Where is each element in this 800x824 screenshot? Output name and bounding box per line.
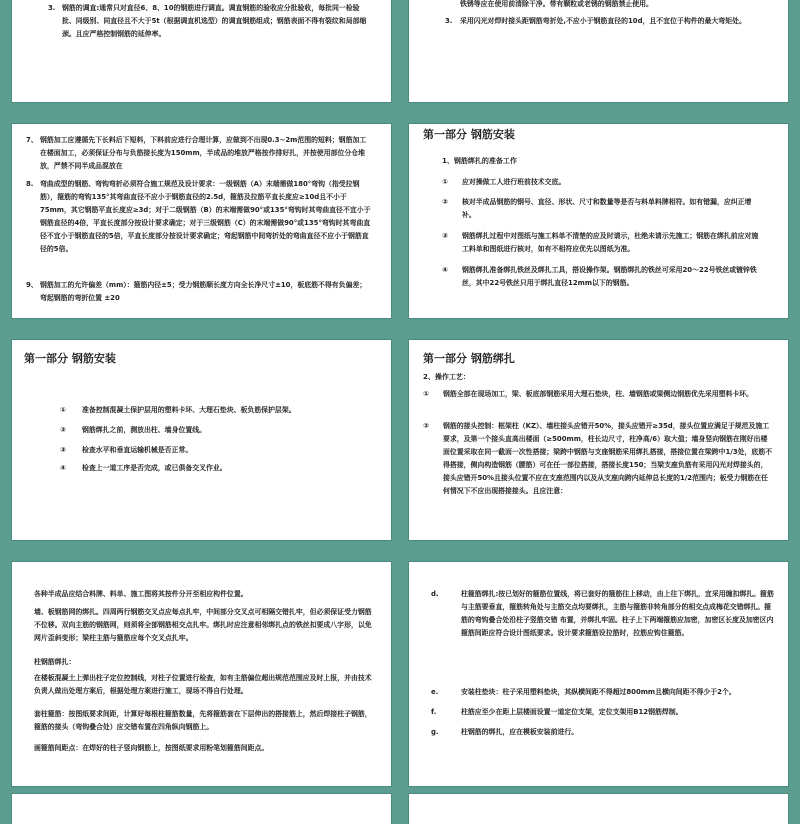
item-marker: ② (423, 422, 429, 430)
item-marker: ① (60, 406, 66, 414)
item-marker: ② (60, 426, 66, 434)
item-text: 应对操做工人进行班前技术交底。 (462, 178, 566, 186)
item-text: 钢筋全部在现场加工，梁、板底部钢筋采用大理石垫块，柱、墙钢筋或梁侧边钢筋优先采用塑料卡环。 (443, 390, 754, 398)
section-subtitle: 1、钢筋绑扎的准备工作 (442, 157, 517, 165)
list-item (431, 726, 776, 739)
paragraph (34, 588, 374, 601)
section-title: 第一部分 钢筋绑扎 (423, 352, 515, 365)
item-number: 3. (48, 4, 56, 12)
item-7-row (26, 134, 371, 173)
item-marker: ③ (60, 446, 66, 454)
list-item (442, 196, 762, 222)
slide-card-3 (12, 124, 391, 318)
slide-card-9 (12, 794, 391, 824)
item-marker: d. (431, 590, 439, 598)
item-text: 钢筋绑扎准备绑扎铁丝及绑扎工具，搭设操作架。钢筋绑扎的铁丝可采用20～22号铁丝或镀锌铁丝，其中22号铁丝只用于绑扎直径12mm以下的钢筋。 (462, 266, 757, 287)
item-text: 准备控制混凝土保护层用的塑料卡环、大理石垫块、板负筋保护层架。 (82, 406, 296, 414)
item-text: 安装柱垫块：柱子采用塑料垫块，其纵横间距不得超过800mm且横向间距不得少于2个。 (461, 688, 736, 696)
item-marker: ④ (60, 464, 66, 472)
item-number: 3. (445, 17, 453, 25)
slide-card-2 (409, 0, 788, 102)
list-item (442, 176, 762, 189)
list-item (431, 686, 776, 699)
item-text: 钢筋绑扎之前，测放出柱、墙身位置线。 (82, 426, 207, 434)
item-marker: ① (423, 390, 429, 398)
item-8-row (26, 178, 371, 256)
item-text: 弯曲成型的钢筋、弯钩弯折必须符合施工规范及设计要求：一级钢筋（A）末端需做180°弯钩（指受拉钢筋），箍筋的弯钩135°其弯曲直径不应小于钢筋直径的2.5d，箍筋及拉筋平直长度应≥10d且不小于75mm，其它钢筋平直长度应≥3d；对于二级钢筋（B）的末端需做90°或135°弯钩时其弯曲直径不宜小于钢筋直径的4倍，平直长度部分按设计要求确定；对于三级钢筋（C）的末端需做90°或135°弯钩时其弯曲直径不宜小于钢筋直径的5倍，平直长度部分按设计要求确定；弯起钢筋中间弯折处的弯曲直径不应小于钢筋直径的5倍。 (40, 180, 371, 253)
list-item (442, 230, 762, 256)
item-text: 采用闪光对焊时接头距钢筋弯折处,不应小于钢筋直径的10d，且不宜位于构件的最大弯矩处。 (460, 17, 746, 25)
item-text: 钢筋的接头控制：框架柱（KZ）、墙柱接头应错开50%，接头应错开≥35d，接头位置应满足于规范及施工要求，及第一个接头直高出楼面（≥500mm，柱长边尺寸，柱净高/6）取大值；墙身竖向钢筋在刚好出楼面位置采取在同一截面一次性搭接；梁跨中钢筋与支座钢筋采用绑扎搭接，搭接位置在梁跨中1/3处，底筋不得搭接，侧向构造钢筋（腰筋）可在任一部位搭接，搭接长度150；当梁支座负筋有采用闪光对焊接头的，接头应错开50%且接头位置不应在支座范围内以及从支座向跨内延伸总长度的1/2范围内；板受力钢筋在任何情况下不应出现搭接接头。且应注意： (443, 422, 773, 495)
item-marker: ③ (442, 232, 448, 240)
item-marker: ① (442, 178, 448, 186)
list-item (60, 444, 370, 457)
section-subtitle: 2、操作工艺： (423, 373, 470, 381)
item-number: 7、 (26, 136, 38, 144)
item-marker: ② (442, 198, 448, 206)
item-text: 检查上一道工序是否完成，或已俱备交叉作业。 (82, 464, 227, 472)
section-title: 第一部分 钢筋安装 (24, 352, 116, 365)
list-item (442, 264, 762, 290)
list-item (431, 706, 776, 719)
item-text: 钢筋绑扎过程中对图纸与施工料单不清楚的应及时请示，杜绝未请示先施工；钢筋在绑扎前应对施工料单和图纸进行核对，如有不相符应优先以图纸为准。 (462, 232, 759, 253)
item-text: 柱筋应至少在距上层楼面设置一道定位支架，定位支架用B12钢筋焊制。 (461, 708, 683, 716)
list-item (431, 588, 776, 640)
list-item (60, 404, 370, 417)
paragraph-text: 柱钢筋绑扎： (34, 658, 76, 666)
paragraph (34, 742, 374, 755)
item-text: 钢筋的调直:通常只对直径6、8、10的钢筋进行调直。调直钢筋的验收应分批验收，每批同一检验批、同级别、同直径且不大于5t（根据调直机选型）的调直钢筋组成；钢筋表面不得有裂纹和局部缩颈。且应严格控制钢筋的延伸率。 (62, 4, 367, 38)
top-line (460, 0, 770, 11)
slide-card-4 (409, 124, 788, 318)
paragraph-text: 套柱箍筋：按图纸要求间距，计算好每根柱箍筋数量，先将箍筋套在下层伸出的搭接筋上，然后焊接柱子钢筋，箍筋的接头（弯钩叠合处）应交错布置在四角纵向钢筋上。 (34, 710, 372, 731)
paragraph (34, 708, 374, 734)
item-number: 9、 (26, 281, 38, 289)
section-title: 第一部分 钢筋安装 (423, 128, 515, 141)
item-text: 柱箍筋绑扎:按已划好的箍筋位置线，将已套好的箍筋往上移动，由上往下绑扎，宜采用缠扣绑扎。箍筋与主筋要垂直，箍筋转角处与主筋交点均要绑扎，主筋与箍筋非转角部分的相交点成梅花交错绑扎。箍筋的弯钩叠合处沿柱子竖筋交错 布置，并绑扎牢固。柱子上下两端箍筋应加密，加密区长度及加密区内箍筋间距应符合设计图纸要求。设计要求箍筋设拉筋时，拉筋应钩住箍筋。 (461, 590, 774, 637)
slide-card-1 (12, 0, 391, 102)
item-marker: ④ (442, 266, 448, 274)
slide-card-6 (409, 340, 788, 540)
paragraph (34, 606, 374, 645)
item-text: 柱钢筋的绑扎，应在模板安装前进行。 (461, 728, 579, 736)
item-number: 8. (26, 180, 34, 188)
slide-card-7 (12, 562, 391, 786)
paragraph-text: 画箍筋间距点：在焊好的柱子竖向钢筋上，按图纸要求用粉笔划箍筋间距点。 (34, 744, 269, 752)
item-text: 钢筋加工的允许偏差（mm）：箍筋内径±5；受力钢筋顺长度方向全长净尺寸±10，板底筋不得有负偏差；弯起钢筋的弯折位置 ±20 (40, 281, 367, 302)
paragraph-text: 在楼板混凝土上弹出柱子定位控制线，对柱子位置进行检查，如有主筋偏位超出规范范围应及时上报，并由技术负责人做出处理方案后，根据处理方案进行施工，现场不得自行处理。 (34, 674, 372, 695)
paragraph-text: 各种半成品应结合料牌、料单、施工图将其按件分开至相应构件位置。 (34, 590, 248, 598)
list-item (423, 388, 773, 401)
list-item (60, 462, 370, 475)
item-3-row (48, 2, 370, 41)
item-marker: e. (431, 688, 439, 696)
slide-card-8 (409, 562, 788, 786)
paragraph (34, 672, 374, 698)
paragraph-text: 墙、板钢筋网的绑扎。四周两行钢筋交叉点应每点扎牢，中间部分交叉点可相隔交错扎牢，但必须保证受力钢筋不位移。双向主筋的钢筋网，则须将全部钢筋相交点扎牢。绑扎时应注意相邻绑扎点的铁丝扣要成八字形，以免网片歪斜变形；梁柱主筋与箍筋应每个交叉点扎牢。 (34, 608, 372, 642)
list-item (423, 420, 773, 498)
slide-card-5 (12, 340, 391, 540)
list-item (60, 424, 370, 437)
item-9-row (26, 279, 371, 305)
line-text: 铁锈等应在使用前清除干净。带有颗粒或老锈的钢筋禁止使用。 (460, 0, 653, 8)
item-marker: f. (431, 708, 437, 716)
item-3-row (445, 15, 770, 28)
item-marker: g. (431, 728, 439, 736)
slide-card-10 (409, 794, 788, 824)
item-text: 核对半成品钢筋的钢号、直径、形状、尺寸和数量等是否与料单料牌相符。如有错漏，应纠正增补。 (462, 198, 752, 219)
item-text: 检查水平和垂直运输机械是否正常。 (82, 446, 193, 454)
paragraph-heading (34, 656, 374, 669)
item-text: 钢筋加工应遵循先下长料后下短料，下料前应进行合理计算，应做到不出现0.3~2m范围的短料；钢筋加工在楼面加工，必须保证分布与负筋接长度为150mm，半成品的堆放严格按作排好扎，并按使用部位分仓堆放，严禁不同半成品混放在 (40, 136, 367, 170)
